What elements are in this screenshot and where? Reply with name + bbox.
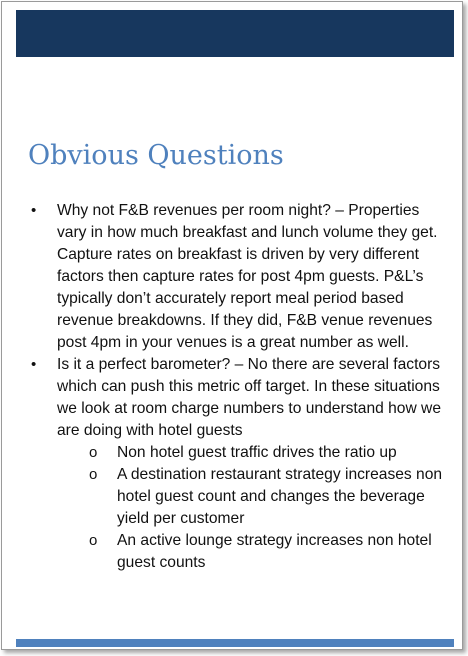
bullet-text: Is it a perfect barometer? – No there are several factors which can push this metric off target. In these situations we look at room charge numbers to understand how we are doing with hotel guests [57,356,441,439]
bullet-list [28,200,448,574]
sub-bullet-item [28,530,448,574]
sub-bullet-item [28,442,448,464]
sub-bullet-marker: o [89,444,98,461]
sub-bullet-marker: o [89,466,98,483]
sub-bullet-item [28,464,448,530]
page-title: Obvious Questions [28,140,284,171]
sub-bullet-list [28,442,448,574]
sub-bullet-text: An active lounge strategy increases non hotel guest counts [117,532,432,571]
footer-band [16,639,454,647]
header-band [16,10,454,57]
bullet-marker: • [31,202,37,219]
bullet-item-perfect-barometer [28,354,448,442]
bullet-text: Why not F&B revenues per room night? – Properties vary in how much breakfast and lunch volume they get. Capture rates on breakfast is driven by very different factors then capture rates for post 4pm guests. P&L’s typically don’t accurately report meal period based revenue breakdowns. If they did, F&B venue revenues post 4pm in your venues is a great number as well. [57,202,438,351]
sub-bullet-marker: o [89,532,98,549]
bullet-marker: • [31,356,37,373]
document-page [1,1,463,650]
bullet-item-fnb-revenues [28,200,448,354]
sub-bullet-text: Non hotel guest traffic drives the ratio up [117,444,397,461]
sub-bullet-text: A destination restaurant strategy increases non hotel guest count and changes the beverage yield per customer [117,466,443,527]
